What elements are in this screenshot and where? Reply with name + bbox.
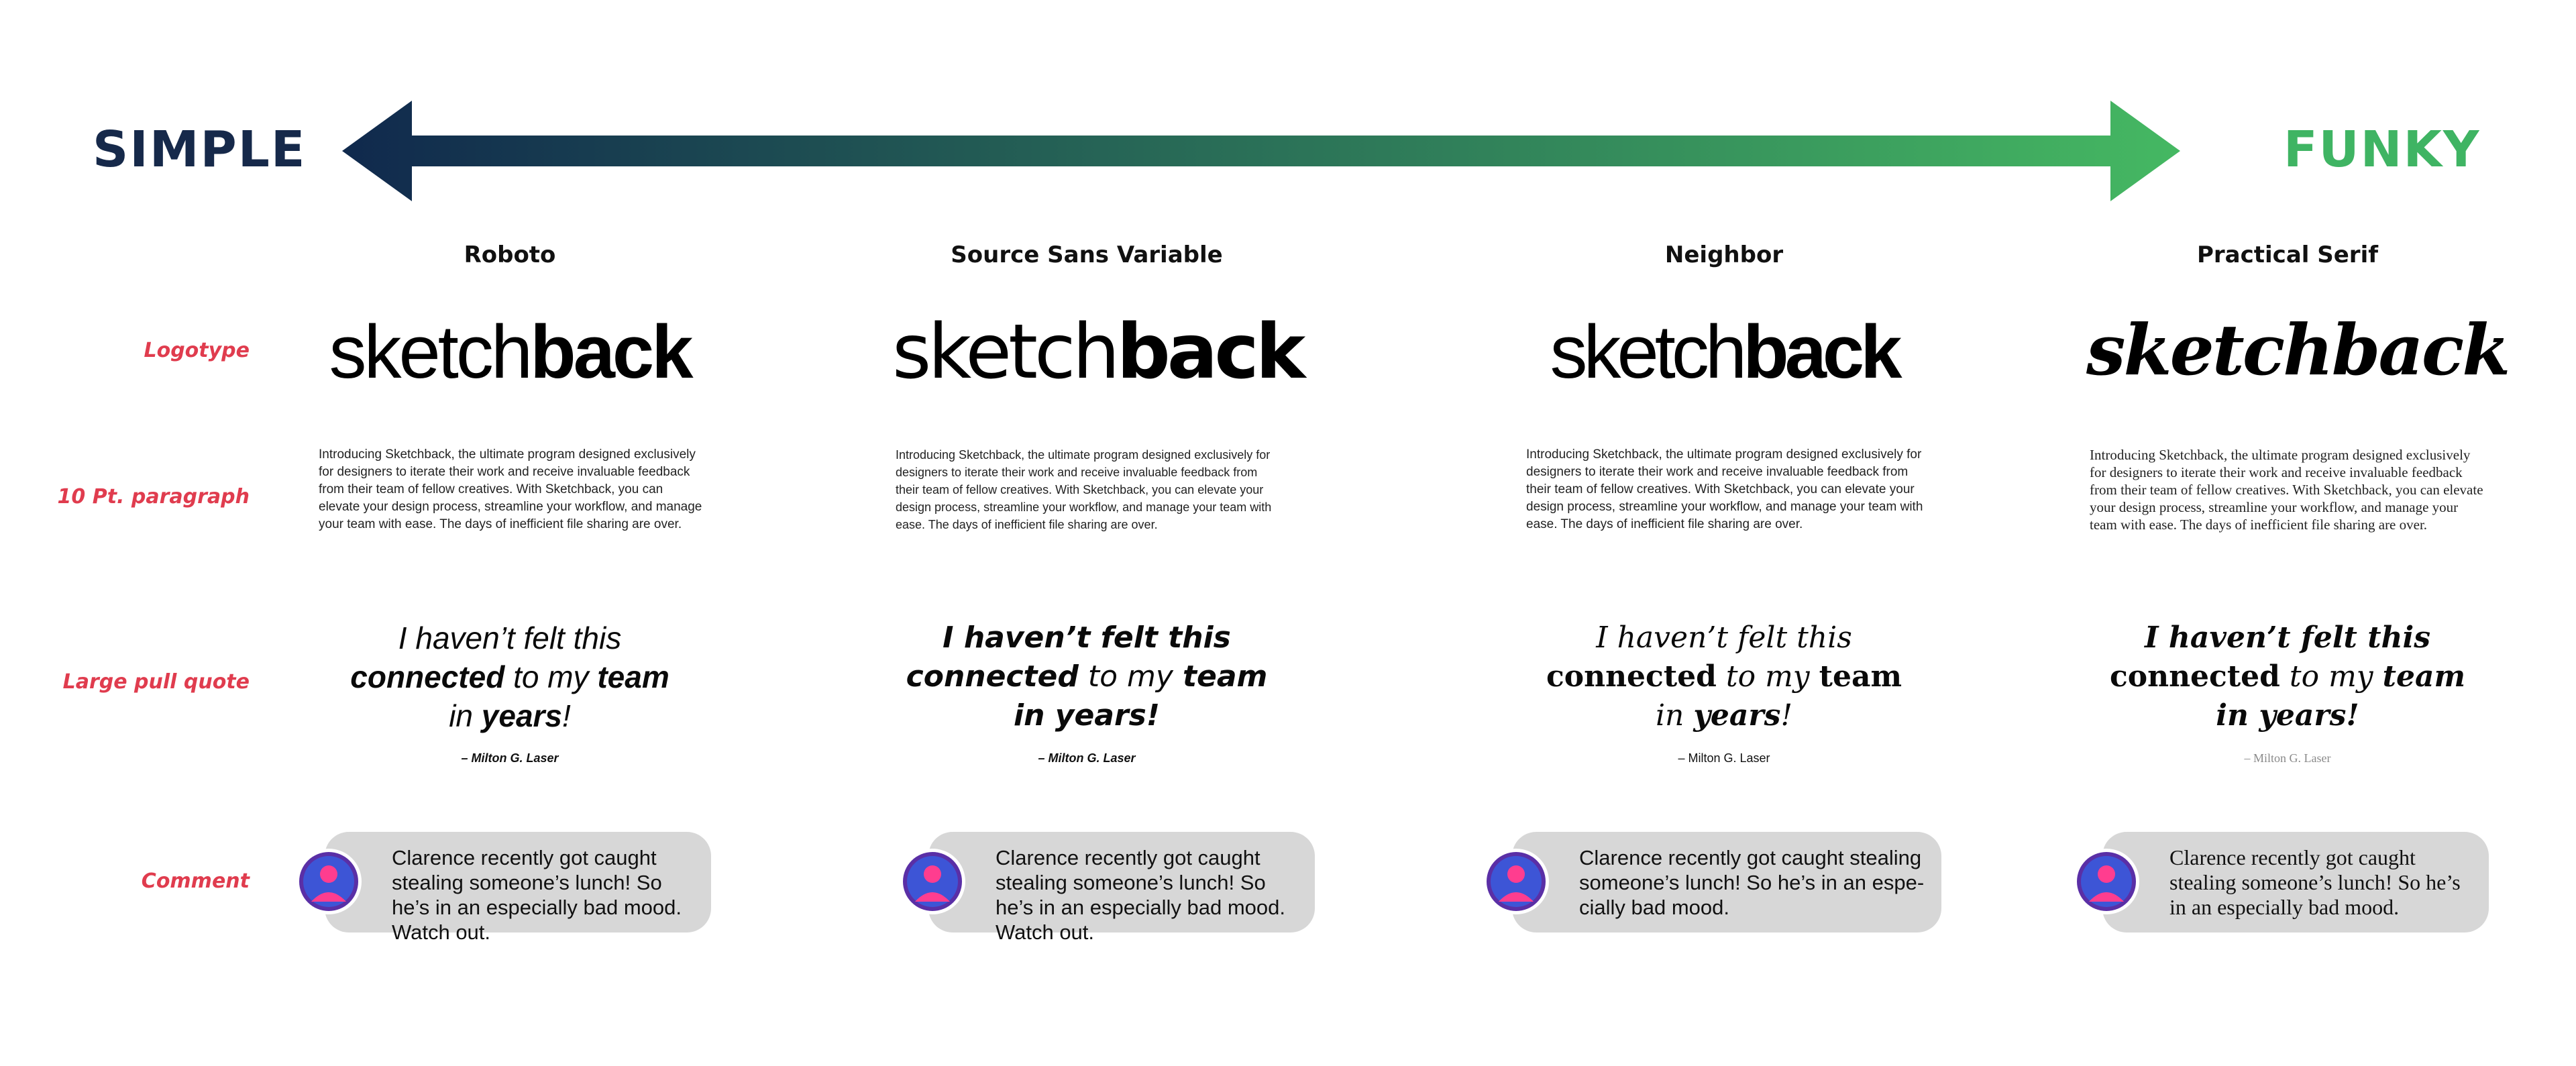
quote-to-my: to my — [504, 659, 598, 694]
comment-text: Clarence recently got caught stealing someone’s lunch! So he’s in an especially bad mood. Watch out. — [392, 846, 682, 944]
scale-arrow — [342, 101, 2180, 201]
quote-team: team — [1182, 659, 1268, 694]
quote-team: team — [1819, 659, 1902, 694]
avatar-head — [2098, 865, 2115, 883]
logotype-light-part: sketch — [892, 309, 1117, 396]
quote-attribution: – Milton G. Laser — [1678, 751, 1770, 765]
font-name: Neighbor — [1664, 242, 1784, 268]
comment-bubble — [928, 832, 1315, 944]
font-column-roboto — [315, 242, 704, 953]
row-label-logotype: Logotype — [144, 339, 250, 362]
font-name: Practical Serif — [2196, 242, 2379, 268]
paragraph-sample: Introducing Sketchback, the ultimate program designed exclusively for designers to iterate their work and receive invaluable feedback from their team of fellow creatives. With Sketchback, you can elevate your design process, streamline your workflow, and manage your team with ease. The days of inefficient file sharing are over. — [896, 448, 1272, 531]
pull-quote-sample — [892, 619, 1281, 735]
avatar-icon — [1483, 848, 1550, 915]
font-column-source-sans — [892, 242, 1303, 953]
paragraph-sample: Introducing Sketchback, the ultimate program designed exclusively for designers to iterate their work and receive invaluable feedback from their team of fellow creatives. With Sketchback, you can elevate your design process, streamline your workflow, and manage your team with ease. The days of inefficient file sharing are over. — [2090, 447, 2483, 533]
avatar-head — [1507, 865, 1525, 883]
avatar-head — [924, 865, 941, 883]
quote-to-my: to my — [1078, 659, 1183, 694]
font-column-neighbor — [1523, 242, 1925, 953]
quote-in: in — [1014, 698, 1055, 733]
quote-years: years — [2259, 698, 2347, 733]
row-label-pull-quote: Large pull quote — [62, 670, 250, 694]
quote-to-my: to my — [2279, 659, 2383, 694]
quote-exclamation: ! — [1780, 698, 1793, 733]
quote-attribution: – Milton G. Laser — [461, 751, 559, 765]
logotype-sample — [892, 309, 1303, 396]
row-label-comment: Comment — [141, 869, 250, 893]
comment-text: Clarence recently got caught stealing someone’s lunch! So he’s in an especially bad mood. — [2169, 845, 2461, 919]
quote-connected: connected — [1546, 659, 1717, 694]
comment-text: Clarence recently got caught stealing someone’s lunch! So he’s in an especially bad mood. — [1579, 846, 1925, 919]
logotype-sample — [315, 309, 704, 395]
quote-attribution: – Milton G. Laser — [2244, 751, 2331, 765]
font-name: Source Sans Variable — [951, 242, 1223, 268]
logotype-light-part: sketch — [329, 310, 531, 394]
quote-years: years — [1693, 698, 1781, 733]
avatar-icon — [899, 848, 966, 915]
quote-years: years — [1055, 698, 1146, 733]
quote-line1: I haven’t felt this — [2145, 621, 2430, 655]
pull-quote-sample — [315, 619, 704, 735]
quote-connected: connected — [2109, 659, 2280, 694]
quote-line1: I haven’t felt this — [1596, 621, 1852, 655]
pull-quote-sample — [1523, 619, 1925, 735]
quote-line1: I haven’t felt this — [943, 621, 1231, 655]
comment-bubble — [2102, 832, 2489, 932]
quote-connected: connected — [906, 659, 1079, 694]
double-arrow-icon — [342, 101, 2180, 201]
quote-connected: connected — [350, 659, 505, 694]
quote-in: in — [2216, 698, 2259, 733]
paragraph-sample: Introducing Sketchback, the ultimate program designed exclusively for designers to iterate their work and receive invaluable feedback from their team of fellow creatives. With Sketchback, you can elevate your design process, streamline your workflow, and manage your team with ease. The days of inefficient file sharing are over. — [1526, 447, 1923, 531]
comment-bubble — [325, 832, 711, 944]
logotype-sample — [2086, 309, 2509, 391]
logotype-bold-part: back — [530, 310, 691, 394]
logotype-bold-part: back — [2331, 309, 2509, 391]
row-label-paragraph: 10 Pt. paragraph — [57, 485, 250, 509]
quote-team: team — [2382, 659, 2466, 694]
quote-exclamation: ! — [562, 698, 571, 733]
quote-exclamation: ! — [2346, 698, 2359, 733]
logotype-light-part: sketch — [1550, 310, 1743, 394]
avatar-icon — [2073, 848, 2140, 915]
logotype-sample — [1523, 309, 1925, 395]
avatar-icon — [295, 848, 362, 915]
font-column-practical-serif — [2086, 242, 2509, 953]
comment-bubble — [1512, 832, 1941, 932]
quote-years: years — [481, 698, 563, 733]
pull-quote-sample — [2086, 619, 2489, 735]
logotype-bold-part: back — [1743, 310, 1898, 394]
comment-text: Clarence recently got caught stealing someone’s lunch! So he’s in an especially bad mood. Watch out. — [996, 846, 1285, 944]
quote-to-my: to my — [1716, 659, 1819, 694]
scale-label-simple: SIMPLE — [93, 121, 307, 178]
quote-exclamation: ! — [1146, 698, 1160, 733]
quote-in: in — [449, 698, 482, 733]
logotype-light-part: sketch — [2086, 309, 2332, 391]
quote-attribution: – Milton G. Laser — [1038, 751, 1136, 765]
quote-team: team — [597, 659, 669, 694]
quote-line1: I haven’t felt this — [398, 621, 622, 655]
paragraph-sample: Introducing Sketchback, the ultimate program designed exclusively for designers to iterate their work and receive invaluable feedback from their team of fellow creatives. With Sketchback, you can elevate your design process, streamline your workflow, and manage your team with ease. The days of inefficient file sharing are over. — [319, 447, 702, 531]
avatar-head — [320, 865, 337, 883]
logotype-bold-part: back — [1116, 309, 1303, 396]
scale-label-funky: FUNKY — [2284, 121, 2481, 178]
font-name: Roboto — [464, 242, 556, 268]
quote-in: in — [1655, 698, 1694, 733]
